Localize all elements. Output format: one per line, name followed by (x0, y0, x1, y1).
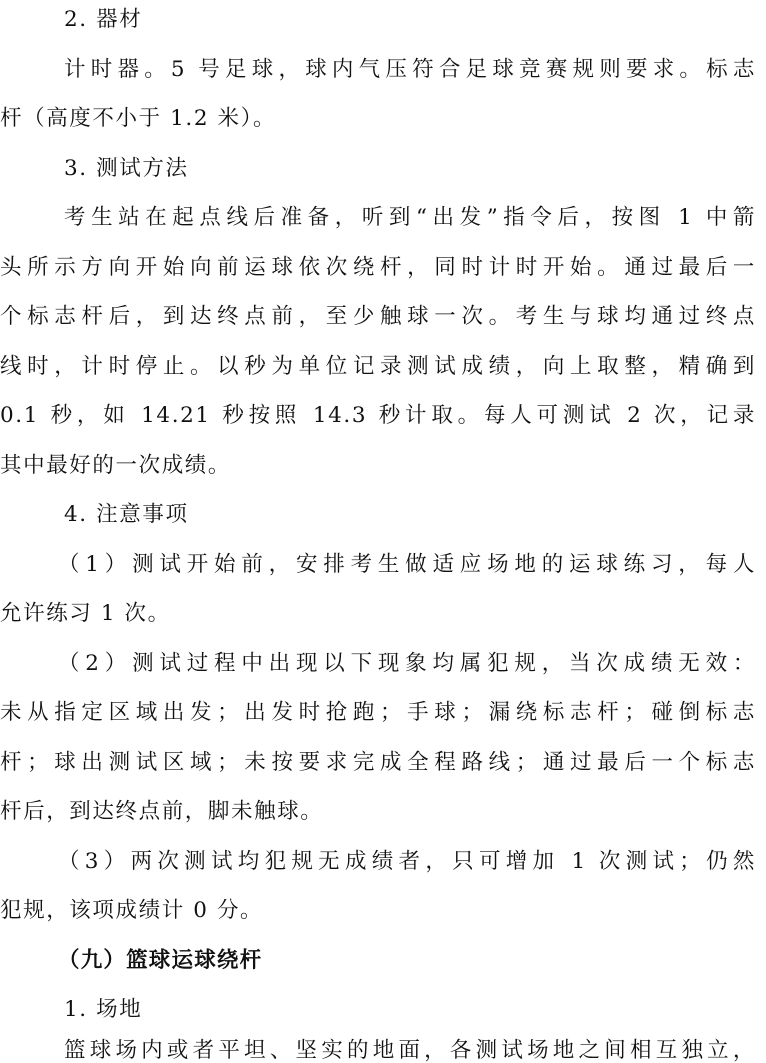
paragraph-line: 杆（高度不小于 1.2 米）。 (0, 106, 277, 131)
paragraph-line: 0.1 秒，如 14.21 秒按照 14.3 秒计取。每人可测试 2 次，记录 (0, 403, 756, 428)
paragraph-line: （2）测试过程中出现以下现象均属犯规，当次成绩无效： (58, 651, 756, 676)
section-heading-test-method: 3. 测试方法 (64, 156, 189, 181)
paragraph-line: 个标志杆后，到达终点前，至少触球一次。考生与球均通过终点 (0, 304, 756, 329)
section-heading-notes: 4. 注意事项 (64, 502, 189, 527)
paragraph-line: 线时，计时停止。以秒为单位记录测试成绩，向上取整，精确到 (0, 354, 756, 379)
paragraph-line: 犯规，该项成绩计 0 分。 (0, 898, 264, 923)
paragraph-line: 其中最好的一次成绩。 (0, 453, 232, 478)
paragraph-line: 杆；球出测试区域；未按要求完成全程路线；通过最后一个标志 (0, 750, 756, 775)
paragraph-line: 篮球场内或者平坦、坚实的地面，各测试场地之间相互独立， (64, 1038, 756, 1063)
paragraph-line: （3）两次测试均犯规无成绩者，只可增加 1 次测试；仍然 (58, 849, 756, 874)
section-heading-venue: 1. 场地 (64, 997, 143, 1022)
paragraph-line: 允许练习 1 次。 (0, 601, 171, 626)
paragraph-line: 考生站在起点线后准备，听到“出发”指令后，按图 1 中箭 (64, 205, 756, 230)
paragraph-line: 杆后，到达终点前，脚未触球。 (0, 799, 324, 824)
paragraph-line: 头所示方向开始向前运球依次绕杆，同时计时开始。通过最后一 (0, 255, 756, 280)
paragraph-line: 未从指定区域出发；出发时抢跑；手球；漏绕标志杆；碰倒标志 (0, 700, 756, 725)
section-heading-basketball: （九）篮球运球绕杆 (58, 948, 263, 973)
section-heading-equipment: 2. 器材 (64, 7, 143, 32)
paragraph-line: 计时器。5 号足球，球内气压符合足球竞赛规则要求。标志 (64, 57, 756, 82)
paragraph-line: （1）测试开始前，安排考生做适应场地的运球练习，每人 (58, 552, 756, 577)
